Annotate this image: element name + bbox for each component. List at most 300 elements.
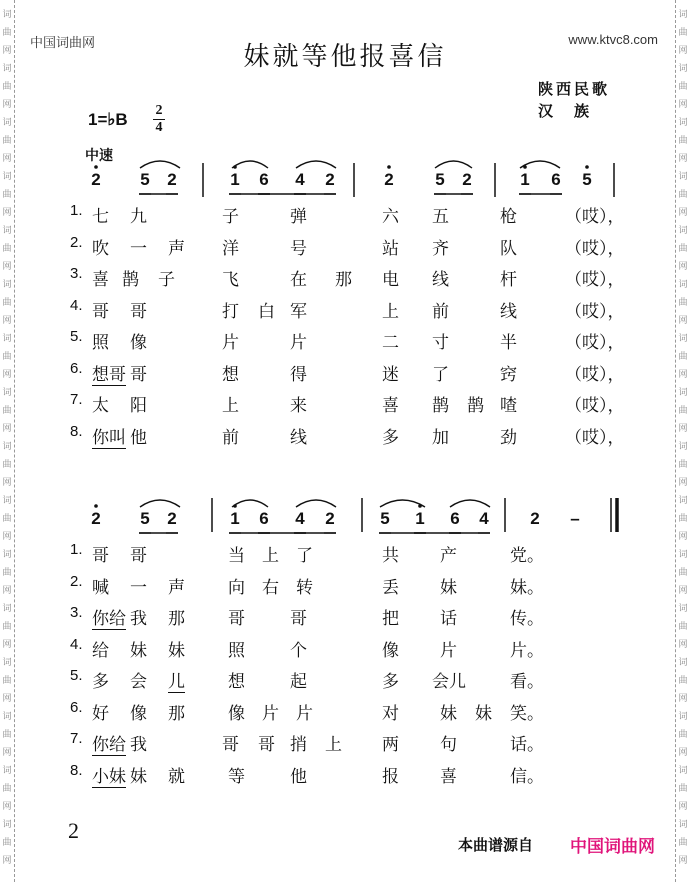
side-watermark-char: 词 [678,334,688,344]
verse-number: 6. [70,698,83,716]
note: 2 [384,170,394,189]
lyric-syllable: 像 [130,703,147,724]
site-name-top-left: 中国词曲网 [30,36,96,51]
side-watermark-char: 曲 [2,460,12,470]
lyric-syllable: 多 [92,672,109,692]
octave-dot-above [585,165,589,169]
side-watermark-char: 网 [678,100,688,110]
lyric-syllable: 话。 [510,735,544,755]
lyric-syllable: 线 [290,427,307,448]
lyric-syllable: （哎）， [565,270,625,290]
side-watermark-char: 词 [2,604,12,614]
side-watermark-char: 曲 [678,730,688,740]
note: 5 [582,170,592,189]
side-watermark-char: 词 [678,226,688,236]
lyric-syllable: 哥 [130,301,147,322]
note: 1 [230,509,240,528]
lyric-syllable: 哥 [222,735,239,755]
slur [435,161,472,168]
lyric-syllable: 二 [382,333,399,353]
lyric-syllable: 前 [222,427,239,448]
side-watermark-char: 网 [678,694,688,704]
lyric-syllable: 太 [92,396,109,416]
song-title: 妹就等他报喜信 [243,42,447,72]
side-watermark-char: 曲 [2,406,12,416]
time-bottom: 4 [155,120,163,135]
lyric-syllable: （哎）， [565,364,625,385]
lyric-line [0,667,560,691]
side-watermark-char: 词 [2,388,12,398]
side-watermark-char: 网 [2,370,12,380]
lyric-syllable: （哎）， [565,396,625,416]
lyric-syllable: 一 [130,577,147,598]
side-watermark-char: 曲 [2,784,12,794]
lyric-syllable: 传。 [510,609,544,629]
lyric-syllable: 吹 [92,238,109,259]
origin-line-1: 陕西民歌 [538,80,611,98]
side-watermark-char: 词 [678,280,688,290]
lyric-syllable: 像 [130,333,147,353]
side-watermark-char: 网 [2,100,12,110]
note: 2 [91,509,101,528]
side-watermark-char: 网 [2,262,12,272]
lyric-syllable: （哎）， [565,301,625,322]
lyric-syllable: 片 [290,333,307,353]
side-watermark-char: 曲 [678,568,688,578]
lyric-syllable: 声 [168,238,185,259]
side-watermark-char: 网 [678,802,688,812]
lyric-syllable: 照 [228,640,245,661]
side-watermark-char: 网 [678,532,688,542]
lyric-syllable: 线 [432,270,449,290]
note: 2 [462,170,472,189]
note: 5 [435,170,445,189]
note: 2 [325,509,335,528]
side-watermark-char: 曲 [2,82,12,92]
side-watermark-char: 词 [678,118,688,128]
side-watermark-char: 网 [2,694,12,704]
lyric-line [0,573,560,597]
lyric-syllable: 声 [168,577,185,598]
lyric-syllable: 前 [432,301,449,322]
side-watermark-char: 词 [678,820,688,830]
lyric-syllable: 共 [382,546,399,566]
side-watermark-char: 曲 [678,676,688,686]
lyric-line [0,265,625,290]
lyric-line [0,636,560,660]
side-watermark-char: 网 [678,586,688,596]
lyric-syllable: 妹 [440,577,457,598]
lyric-syllable: 妹。 [510,577,544,598]
slur [296,161,336,168]
lyric-syllable: 哥 [258,735,275,755]
lyric-syllable: 妹 [130,766,147,787]
lyric-syllable: 妹 [130,640,147,661]
verse-number: 6. [70,359,83,377]
side-watermark-char: 网 [678,46,688,56]
octave-dot-above [387,165,391,169]
note: 4 [295,170,305,189]
note: 2 [530,509,540,528]
note: 5 [140,509,150,528]
lyric-syllable: 我 [130,735,147,755]
side-watermark-char: 词 [2,226,12,236]
side-watermark-char: 词 [2,118,12,128]
note: 2 [167,509,177,528]
side-watermark-char: 网 [678,424,688,434]
verse-number: 8. [70,422,83,440]
side-watermark-char: 曲 [678,136,688,146]
lyric-syllable: 当 [228,546,245,566]
side-watermark-char: 曲 [2,352,12,362]
side-watermark-char: 曲 [678,460,688,470]
lyric-syllable: 片 [222,333,239,353]
lyric-syllable: 妹 [475,703,492,724]
lyric-syllable: 洋 [222,238,239,259]
lyric-syllable: 半 [500,333,517,353]
side-watermark-char: 词 [678,496,688,506]
lyric-line [0,541,560,565]
lyric-line [0,422,625,448]
lyric-syllable: 报 [382,766,399,787]
lyric-syllable: 了 [432,364,449,385]
lyric-line [0,202,625,227]
lyric-syllable: 小妹 [92,762,126,788]
lyric-syllable: 片 [296,703,313,724]
slur [232,500,268,507]
side-watermark-char: 曲 [2,298,12,308]
lyric-syllable: 电 [382,270,399,290]
lyric-syllable: 子 [158,270,175,290]
lyric-syllable: 子 [222,207,239,227]
lyric-syllable: 想 [228,672,245,692]
lyric-syllable: （哎）， [565,333,625,353]
lyric-syllable: 信。 [510,766,544,787]
lyric-syllable: 就 [168,766,185,787]
side-watermark-char: 词 [678,172,688,182]
side-watermark-char: 曲 [2,568,12,578]
lyric-syllable: 五 [432,207,449,227]
verse-number: 5. [70,328,83,345]
verse-number: 5. [70,667,83,684]
lyric-syllable: 你叫 [92,423,126,449]
note: 2 [91,170,101,189]
lyric-syllable: 我 [130,609,147,629]
note: 6 [450,509,460,528]
side-watermark-char: 曲 [2,622,12,632]
lyric-syllable: 一 [130,238,147,259]
lyric-syllable: 劲 [500,427,517,448]
source-brand: 中国词曲网 [570,837,655,857]
side-watermark-char: 曲 [678,352,688,362]
lyric-syllable: 把 [382,609,399,629]
lyric-syllable: 想 [222,364,239,385]
lyric-syllable: 产 [440,546,457,566]
tempo-marking: 中速 [85,148,113,164]
lyric-syllable: （哎）， [565,207,625,227]
verse-number: 4. [70,635,83,653]
lyric-syllable: 上 [382,301,399,322]
side-watermark-char: 网 [2,532,12,542]
lyric-syllable: 多 [382,672,399,692]
side-watermark-char: 曲 [678,514,688,524]
lyric-syllable: 队 [500,238,517,259]
lyric-syllable: 等 [228,766,245,787]
lyric-syllable: 了 [296,546,313,566]
side-watermark-char: 曲 [2,190,12,200]
lyric-syllable: 阳 [130,396,147,416]
verse-number: 2. [70,572,83,590]
lyric-syllable: 喜 [440,766,457,787]
lyric-syllable: 话 [440,609,457,629]
side-watermark-char: 曲 [678,298,688,308]
lyric-syllable: 那 [335,270,352,290]
lyric-line [0,762,560,786]
side-watermark-char: 曲 [678,406,688,416]
note: 6 [259,509,269,528]
lyric-syllable: 上 [222,396,239,416]
side-watermark-char: 词 [678,658,688,668]
side-watermark-char: 曲 [678,190,688,200]
lyric-syllable: 片 [262,703,279,724]
side-watermark-char: 网 [2,586,12,596]
lyric-syllable: 看。 [510,672,544,692]
lyric-line [0,359,625,385]
time-top: 2 [155,103,163,118]
origin-line-2: 汉 族 [538,102,593,120]
lyric-syllable: 鹊 [122,270,139,290]
lyric-syllable: 儿 [168,667,185,693]
lyric-line [0,699,560,723]
lyric-syllable: 妹 [440,703,457,724]
lyric-syllable: 上 [325,735,342,755]
side-watermark-char: 网 [2,154,12,164]
note: 1 [230,170,240,189]
lyric-syllable: 那 [168,703,185,724]
note: 5 [380,509,390,528]
side-watermark-char: 词 [678,64,688,74]
lyric-syllable: 会 [130,672,147,692]
side-watermark-char: 网 [678,478,688,488]
lyric-syllable: 哥 [130,546,147,566]
lyric-syllable: 喜 [92,270,109,290]
verse-number: 7. [70,391,83,408]
lyric-syllable: 齐 [432,238,449,259]
slur [232,161,268,168]
verse-number: 2. [70,233,83,251]
lyric-syllable: 想哥 [92,360,126,386]
lyric-syllable: 丢 [382,577,399,598]
side-watermark-char: 网 [2,208,12,218]
lyric-syllable: 九 [130,207,147,227]
side-watermark-char: 曲 [2,676,12,686]
side-watermark-char: 网 [678,856,688,866]
source-label: 本曲谱源自 [458,836,534,854]
side-watermark-char: 词 [2,820,12,830]
lyric-syllable: 七 [92,207,109,227]
lyric-syllable: 军 [290,301,307,322]
note: 2 [325,170,335,189]
slur [450,500,490,507]
side-watermark-char: 网 [2,640,12,650]
lyric-syllable: 打 [222,301,239,322]
lyric-line [0,296,625,322]
side-watermark-char: 网 [678,748,688,758]
slur [296,500,336,507]
side-watermark-char: 词 [678,388,688,398]
lyric-syllable: 哥 [130,364,147,385]
lyric-syllable: 起 [290,672,307,692]
side-watermark-char: 网 [2,748,12,758]
side-watermark-char: 词 [2,712,12,722]
lyric-line [0,391,625,416]
lyric-syllable: 像 [382,640,399,661]
lyric-syllable: 照 [92,333,109,353]
lyric-syllable: 那 [168,609,185,629]
side-watermark-char: 词 [678,604,688,614]
note: – [570,509,580,528]
side-watermark-char: 曲 [2,244,12,254]
lyric-syllable: 鹊 [467,396,484,416]
side-watermark-char: 曲 [2,514,12,524]
side-watermark-char: 词 [678,550,688,560]
lyric-line [0,328,625,353]
side-watermark-char: 网 [678,316,688,326]
lyric-syllable: （哎）， [565,427,625,448]
lyric-syllable: 句 [440,735,457,755]
lyric-line [0,730,560,754]
lyric-syllable: 哥 [290,609,307,629]
note: 6 [259,170,269,189]
octave-dot-above [94,504,98,508]
slur [140,500,180,507]
lyric-syllable: 哥 [92,301,109,322]
verse-number: 3. [70,265,83,282]
page-number: 2 [68,818,79,843]
side-watermark-char: 网 [2,46,12,56]
lyric-syllable: 会儿 [432,672,466,692]
side-watermark-char: 曲 [678,82,688,92]
lyric-syllable: 妹 [168,640,185,661]
note: 5 [140,170,150,189]
lyric-syllable: 枪 [500,207,517,227]
lyric-syllable: 他 [290,766,307,787]
side-watermark-char: 网 [678,640,688,650]
side-watermark-char: 网 [678,154,688,164]
side-watermark-char: 网 [2,802,12,812]
side-watermark-char: 词 [2,550,12,560]
lyric-syllable: 杆 [500,270,517,290]
verse-number: 1. [70,202,83,219]
lyric-syllable: 加 [432,427,449,448]
lyric-syllable: 转 [296,577,313,598]
side-watermark-char: 词 [2,10,12,20]
side-watermark-char: 词 [2,334,12,344]
side-watermark-char: 曲 [2,838,12,848]
side-watermark-char: 网 [2,424,12,434]
lyric-syllable: 鹊 [432,396,449,416]
side-watermark-char: 词 [678,712,688,722]
side-watermark-char: 词 [2,658,12,668]
side-watermark-char: 词 [678,766,688,776]
lyric-syllable: （哎）， [565,238,625,259]
lyric-line [0,233,625,259]
side-watermark-char: 词 [2,496,12,506]
lyric-syllable: 片 [440,640,457,661]
note: 4 [295,509,305,528]
side-watermark-char: 网 [678,370,688,380]
lyric-syllable: 右 [262,577,279,598]
lyric-syllable: 喳 [500,396,517,416]
side-watermark-char: 曲 [2,136,12,146]
side-watermark-char: 曲 [678,784,688,794]
lyric-syllable: 上 [262,546,279,566]
lyric-syllable: 喜 [382,396,399,416]
side-watermark-char: 曲 [678,244,688,254]
lyric-syllable: 得 [290,364,307,385]
lyric-syllable: 片。 [510,640,544,661]
side-watermark-char: 曲 [678,838,688,848]
lyric-syllable: 像 [228,703,245,724]
site-url-top-right: www.ktvc8.com [568,32,658,47]
lyric-syllable: 飞 [222,270,239,290]
lyric-syllable: 捎 [290,735,307,755]
lyric-syllable: 他 [130,427,147,448]
lyric-syllable: 哥 [92,546,109,566]
lyric-syllable: 两 [382,735,399,755]
lyric-syllable: 线 [500,301,517,322]
lyric-syllable: 寸 [432,333,449,353]
lyric-syllable: 党。 [510,546,544,566]
lyric-syllable: 个 [290,640,307,661]
side-watermark-char: 词 [678,10,688,20]
lyric-syllable: 给 [92,640,109,661]
lyric-syllable: 笑。 [510,703,544,724]
lyric-syllable: 白 [258,301,275,322]
side-watermark-char: 词 [678,442,688,452]
verse-number: 4. [70,296,83,314]
lyric-syllable: 窍 [500,364,517,385]
side-watermark-char: 曲 [678,28,688,38]
octave-dot-above [94,165,98,169]
lyric-syllable: 向 [228,577,245,598]
lyric-syllable: 来 [290,396,307,416]
note: 4 [479,509,489,528]
lyric-syllable: 好 [92,703,109,724]
verse-number: 7. [70,730,83,747]
note: 6 [551,170,561,189]
key-signature: 1=♭B [88,110,128,129]
lyric-syllable: 对 [382,703,399,724]
side-watermark-char: 词 [2,172,12,182]
note: 2 [167,170,177,189]
verse-number: 8. [70,761,83,779]
side-watermark-char: 网 [678,262,688,272]
lyric-syllable: 六 [382,207,399,227]
side-watermark-char: 曲 [678,622,688,632]
lyric-syllable: 号 [290,238,307,259]
lyric-syllable: 哥 [228,609,245,629]
lyric-syllable: 弹 [290,207,307,227]
lyric-syllable: 迷 [382,364,399,385]
lyric-syllable: 站 [382,238,399,259]
side-watermark-char: 网 [2,478,12,488]
side-watermark-char: 网 [2,316,12,326]
side-watermark-char: 词 [2,442,12,452]
side-watermark-char: 曲 [2,28,12,38]
lyric-syllable: 在 [290,270,307,290]
side-watermark-char: 词 [2,766,12,776]
